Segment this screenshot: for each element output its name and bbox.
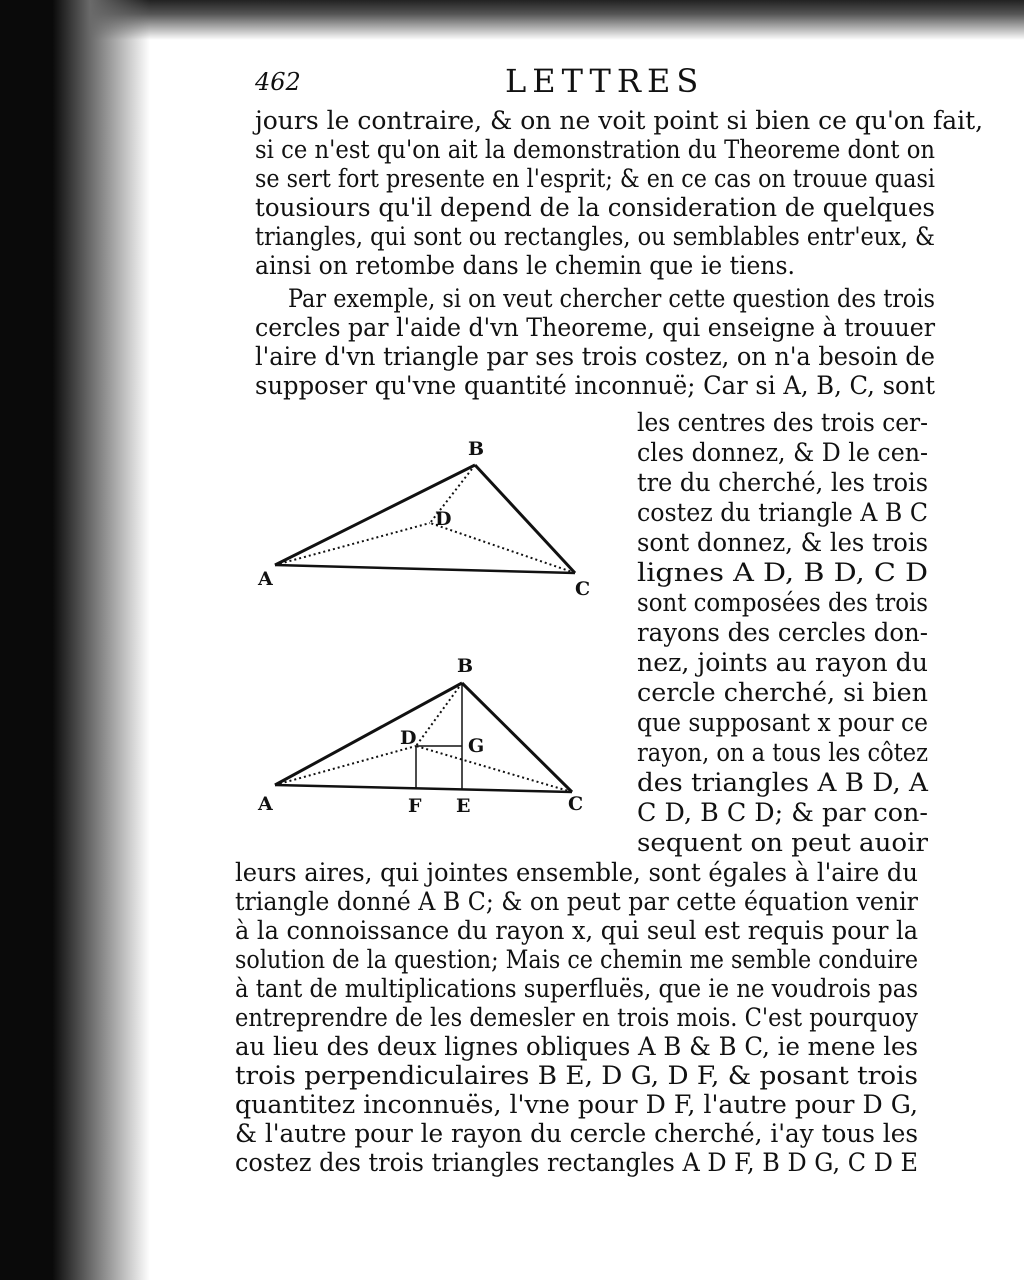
text-line: lignes A D, B D, C D (637, 558, 928, 587)
text-line: l'aire d'vn triangle par ses trois costez, on n'a besoin de (255, 342, 935, 371)
line-bd (416, 683, 462, 746)
text-line: si ce n'est qu'on ait la demonstration du Theoreme dont on (255, 135, 935, 164)
text-line: tre du cherché, les trois (637, 468, 928, 497)
text-line: sont composées des trois (637, 588, 928, 617)
line-ab (275, 683, 462, 785)
point-label-d: D (435, 508, 452, 530)
text-line: supposer qu'vne quantité inconnuë; Car si A, B, C, sont (255, 371, 935, 400)
point-label-b: B (457, 655, 474, 677)
text-line: des triangles A B D, A (637, 768, 928, 797)
text-line: triangle donné A B C; & on peut par cette équation venir (235, 887, 918, 916)
line-bc (475, 465, 575, 573)
point-label-e: E (456, 795, 471, 817)
text-line: Par exemple, si on veut chercher cette question des trois (288, 284, 935, 313)
text-line: cercles par l'aide d'vn Theoreme, qui enseigne à trouuer (255, 313, 935, 342)
text-line: trois perpendiculaires B E, D G, D F, & posant trois (235, 1061, 918, 1090)
text-line: C D, B C D; & par con- (637, 798, 928, 827)
text-line: costez des trois triangles rectangles A D F, B D G, C D E (235, 1148, 918, 1177)
text-line: sont donnez, & les trois (637, 528, 928, 557)
line-ad (275, 746, 416, 785)
text-line: costez du triangle A B C (637, 498, 928, 527)
running-title: LETTRES (505, 62, 705, 100)
text-line: cles donnez, & D le cen- (637, 438, 928, 467)
point-label-c: C (568, 793, 584, 815)
text-line: nez, joints au rayon du (637, 648, 928, 677)
point-label-b: B (468, 438, 485, 460)
text-line: triangles, qui sont ou rectangles, ou semblables entr'eux, & (255, 222, 935, 251)
text-line: entreprendre de les demesler en trois mois. C'est pourquoy (235, 1003, 918, 1032)
figure-triangle-abc-perpendiculars (250, 650, 610, 820)
text-line: rayons des cercles don- (637, 618, 928, 647)
line-ac (275, 785, 572, 792)
text-line: & l'autre pour le rayon du cercle cherché, i'ay tous les (235, 1119, 918, 1148)
line-ac (275, 565, 575, 573)
text-line: sequent on peut auoir (637, 828, 928, 857)
point-label-a: A (258, 568, 273, 590)
text-line: leurs aires, qui jointes ensemble, sont égales à l'aire du (235, 858, 918, 887)
point-label-a: A (258, 793, 273, 815)
figure-triangle-abc-center-d (250, 435, 610, 605)
line-ad (275, 523, 430, 565)
point-label-f: F (408, 795, 422, 817)
point-label-c: C (575, 578, 591, 600)
text-line: les centres des trois cer- (637, 408, 928, 437)
text-line: au lieu des deux lignes obliques A B & B C, ie mene les (235, 1032, 918, 1061)
text-line: rayon, on a tous les côtez (637, 738, 928, 767)
text-line: solution de la question; Mais ce chemin me semble conduire (235, 945, 918, 974)
text-line: à la connoissance du rayon x, qui seul est requis pour la (235, 916, 918, 945)
point-label-d: D (400, 727, 417, 749)
text-line: à tant de multiplications superfluës, que ie ne voudrois pas (235, 974, 918, 1003)
text-line: se sert fort presente en l'esprit; & en ce cas on trouue quasi (255, 164, 935, 193)
point-label-g: G (468, 735, 485, 757)
text-line: ainsi on retombe dans le chemin que ie tiens. (255, 251, 795, 280)
text-line: cercle cherché, si bien (637, 678, 928, 707)
text-line: que supposant x pour ce (637, 708, 928, 737)
page-header (255, 62, 935, 102)
page-number: 462 (255, 68, 301, 96)
text-line: quantitez inconnuës, l'vne pour D F, l'autre pour D G, (235, 1090, 918, 1119)
text-line: jours le contraire, & on ne voit point si bien ce qu'on fait, (255, 106, 984, 135)
text-line: tousiours qu'il depend de la consideration de quelques (255, 193, 935, 222)
